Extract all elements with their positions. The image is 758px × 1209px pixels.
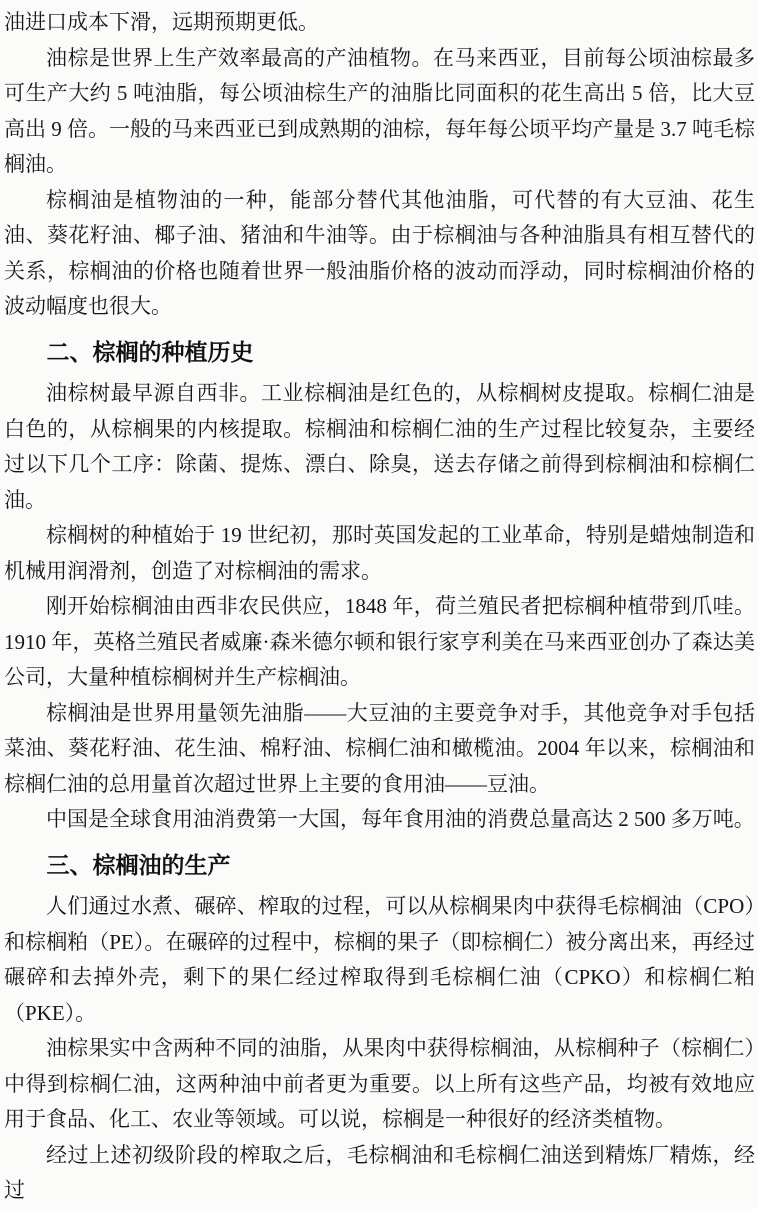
- paragraph-continuation: 油进口成本下滑，远期预期更低。: [4, 10, 319, 34]
- section-heading-planting-history: 二、棕榈的种植历史: [46, 339, 254, 365]
- paragraph: 油棕树最早源自西非。工业棕榈油是红色的，从棕榈树皮提取。棕榈仁油是白色的，从棕榈果的内核提取。棕榈油和棕榈仁油的生产过程比较复杂，主要经过以下几个工序：除菌、提炼、漂白、除臭，送去存储之前得到棕榈油和棕榈仁油。: [4, 381, 755, 512]
- paragraph: 棕榈油是世界用量领先油脂——大豆油的主要竞争对手，其他竞争对手包括菜油、葵花籽油、花生油、棉籽油、棕榈仁油和橄榄油。2004 年以来，棕榈油和棕榈仁油的总用量首次超过世界上主要的食用油——豆油。: [4, 700, 755, 796]
- section-heading-palm-oil-production: 三、棕榈油的生产: [46, 852, 231, 878]
- paragraph-truncated: 经过上述初级阶段的榨取之后，毛棕榈油和毛棕榈仁油送到精炼厂精炼，经过: [4, 1142, 755, 1202]
- paragraph: 棕榈油是植物油的一种，能部分替代其他油脂，可代替的有大豆油、花生油、葵花籽油、椰子油、猪油和牛油等。由于棕榈油与各种油脂具有相互替代的关系，棕榈油的价格也随着世界一般油脂价格的波动而浮动，同时棕榈油价格的波动幅度也很大。: [4, 187, 755, 318]
- paragraph: 刚开始棕榈油由西非农民供应，1848 年，荷兰殖民者把棕榈种植带到爪哇。1910 年，英格兰殖民者威廉·森米德尔顿和银行家亨利美在马来西亚创办了森达美公司，大量种植棕榈树并生产棕榈油。: [4, 594, 755, 689]
- paragraph: 人们通过水煮、碾碎、榨取的过程，可以从棕榈果肉中获得毛棕榈油（CPO）和棕榈粕（PE）。在碾碎的过程中，棕榈的果子（即棕榈仁）被分离出来，再经过碾碎和去掉外壳，剩下的果仁经过榨取得到毛棕榈仁油（CPKO）和棕榈仁粕（PKE）。: [4, 894, 755, 1025]
- paragraph: 油棕是世界上生产效率最高的产油植物。在马来西亚，目前每公顷油棕最多可生产大约 5 吨油脂，每公顷油棕生产的油脂比同面积的花生高出 5 倍，比大豆高出 9 倍。一般的马来西亚已到成熟期的油棕，每年每公顷平均产量是 3.7 吨毛棕榈油。: [4, 45, 755, 176]
- paragraph: 中国是全球食用油消费第一大国，每年食用油的消费总量高达 2 500 多万吨。: [46, 807, 755, 831]
- paragraph: 油棕果实中含两种不同的油脂，从果肉中获得棕榈油，从棕榈种子（棕榈仁）中得到棕榈仁油，这两种油中前者更为重要。以上所有这些产品，均被有效地应用于食品、化工、农业等领域。可以说，棕榈是一种很好的经济类植物。: [4, 1036, 755, 1131]
- paragraph: 棕榈树的种植始于 19 世纪初，那时英国发起的工业革命，特别是蜡烛制造和机械用润滑剂，创造了对棕榈油的需求。: [4, 523, 755, 583]
